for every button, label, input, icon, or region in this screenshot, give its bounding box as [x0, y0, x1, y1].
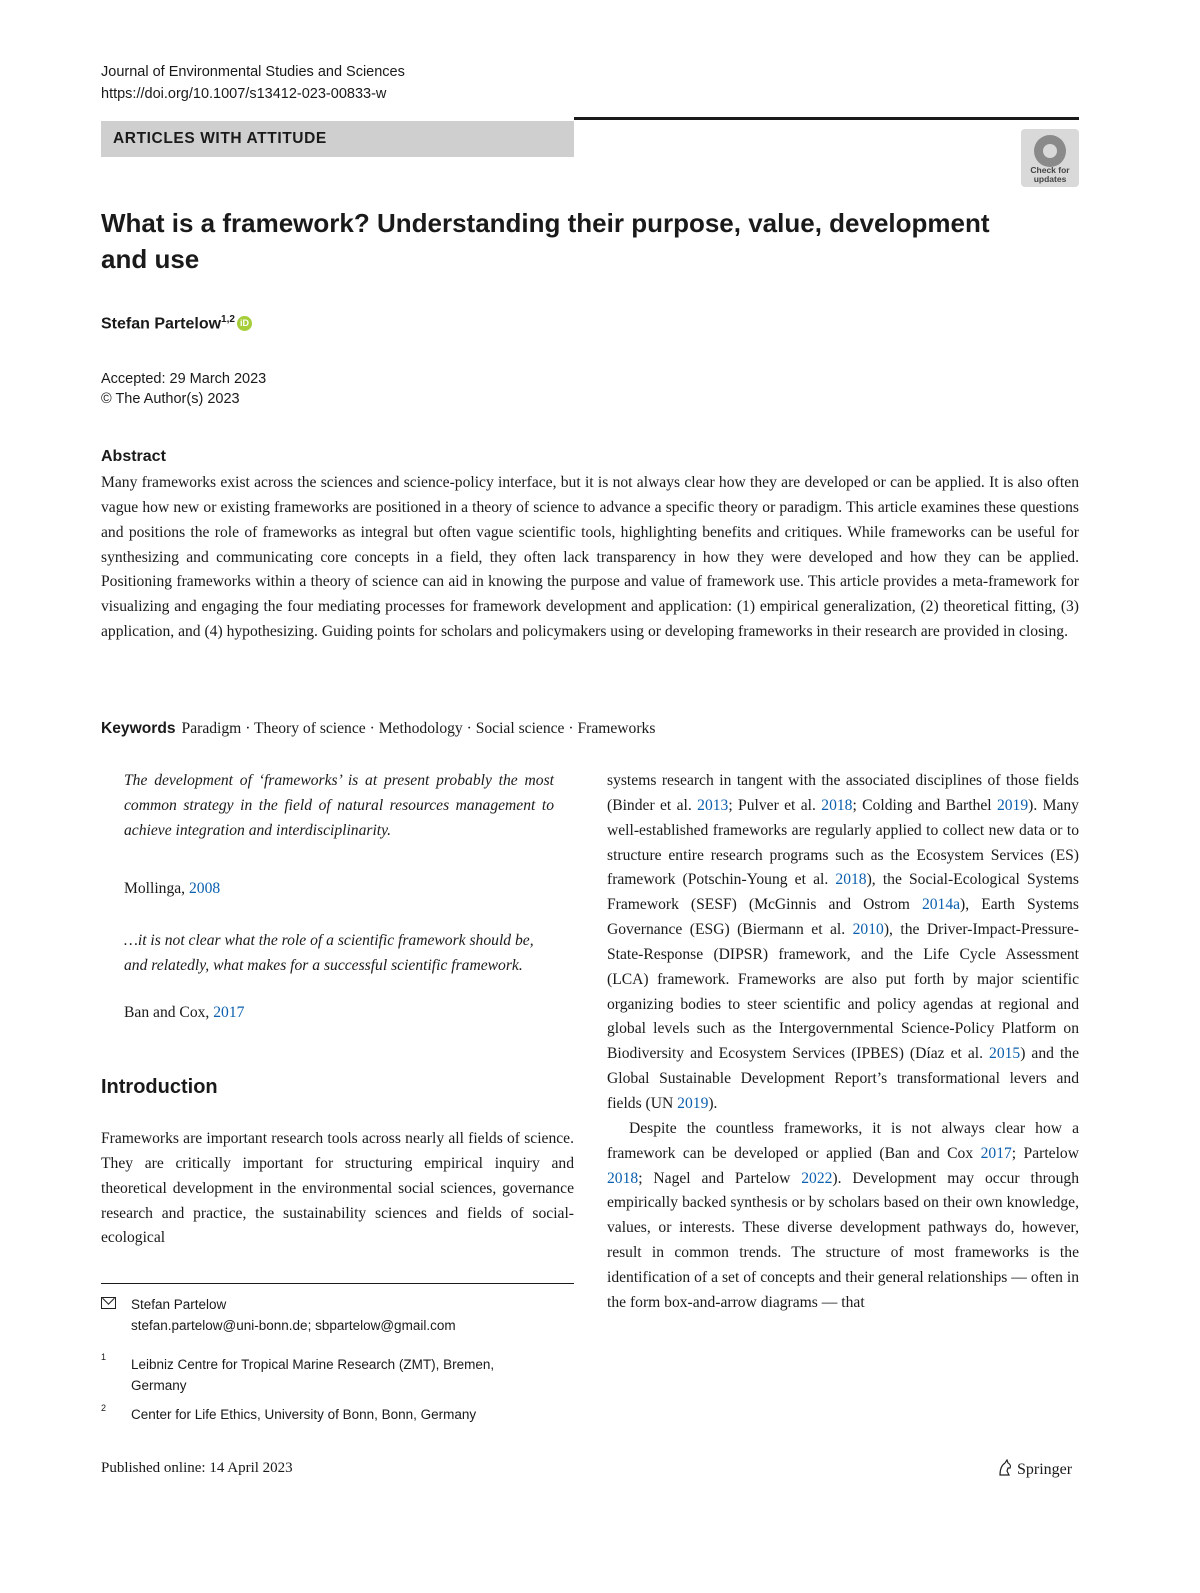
quote-1-author: Mollinga,: [124, 880, 189, 897]
publisher-name: Springer: [1017, 1461, 1073, 1478]
copyright: © The Author(s) 2023: [101, 391, 240, 407]
abstract-text: Many frameworks exist across the sciences and science-policy interface, but it is not always clear how they are developed or can be applied. It is also often vague how new or existing frameworks are positioned in a theory of science to advance a specific theory or paradigm. This article examines these questions and positions the role of frameworks as integral but often vague scientific tools, highlighting benefits and critiques. While frameworks can be useful for synthesizing and communicating core concepts in a field, they often lack transparency in how they were developed and how they can be applied. Positioning frameworks within a theory of science can aid in knowing the purpose and value of framework use. This article provides a meta-framework for visualizing and engaging the four mediating processes for framework development and application: (1) empirical generalization, (2) theoretical fitting, (3) application, and (4) hypothesizing. Guiding points for scholars and policymakers using or developing frameworks in their research are provided in closing.: [101, 474, 1079, 641]
orcid-icon[interactable]: iD: [237, 316, 252, 331]
springer-logo: [997, 1459, 1072, 1479]
paragraph: [607, 769, 1079, 1117]
text-run: ; Colding and Barthel: [852, 796, 997, 814]
published-online-date: Published online: 14 April 2023: [101, 1460, 293, 1476]
abstract-heading: Abstract: [101, 448, 166, 465]
author-name[interactable]: Stefan Partelow: [101, 315, 222, 333]
text-run: ). Development may occur through empirically backed synthesis or by scholars based on their own knowledge, values, or interests. These diverse development pathways do, however, result in common trends. The structure of most frameworks is the identification of a set of concepts and their general relationships — often in the form box-and-arrow diagrams — that: [607, 1169, 1079, 1311]
text-run: ), the Driver-Impact-Pressure-State-Response (DIPSR) framework, and the Life Cycle Assessment (LCA) framework. Frameworks are also put forth by major scientific organizing bodies to steer scientific and policy agendas at regional and global levels such as the Intergovernmental Science-Policy Platform on Biodiversity and Ecosystem Services (IPBES) (Díaz et al.: [607, 921, 1079, 1063]
text-run: ). Many well-established frameworks are regularly applied to collect new data or to structure entire research programs such as the Ecosystem Services (ES) framework (Potschin-Young et al.: [607, 796, 1079, 889]
text-run: systems research in tangent with the associated disciplines of those fields (Binder et al.: [607, 772, 1079, 814]
citation-link[interactable]: 2018: [607, 1169, 639, 1187]
footnote-rule: [101, 1283, 574, 1284]
section-banner: [101, 121, 574, 157]
envelope-icon: [101, 1297, 116, 1309]
epigraph-attribution-2: [124, 1004, 244, 1022]
epigraph-quote-2: …it is not clear what the role of a scientific framework should be, and relatedly, what makes for a successful scientific framework.: [124, 932, 534, 974]
check-updates-label: Check for updates: [1030, 165, 1070, 184]
text-run: ; Nagel and Partelow: [638, 1169, 802, 1187]
affiliation-number-1: 1: [101, 1352, 107, 1362]
corresponding-author: Stefan Partelow: [131, 1297, 227, 1312]
citation-link[interactable]: 2010: [852, 921, 884, 939]
introduction-heading: Introduction: [101, 1076, 218, 1098]
article-title: What is a framework? Understanding their purpose, value, development and use: [101, 208, 990, 274]
citation-link[interactable]: 2008: [188, 880, 221, 897]
paragraph: [607, 1117, 1079, 1316]
text-run: ) and the Global Sustainable Development Report’s transformational levers and fields (UN: [607, 1045, 1079, 1112]
citation-link[interactable]: 2017: [213, 1004, 245, 1021]
quote-2-author: Ban and Cox,: [124, 1004, 214, 1021]
keywords-list: Paradigm · Theory of science · Methodology · Social science · Frameworks: [181, 720, 656, 737]
author-affiliation-marks: 1,2: [221, 314, 235, 325]
doi-link[interactable]: https://doi.org/10.1007/s13412-023-00833-w: [101, 86, 387, 102]
affiliation-1: Leibniz Centre for Tropical Marine Research (ZMT), Bremen, Germany: [131, 1357, 495, 1393]
citation-link[interactable]: 2019: [996, 796, 1029, 814]
epigraph-quote-1: The development of ‘frameworks’ is at present probably the most common strategy in the field of natural resources management to achieve integration and interdisciplinarity.: [124, 772, 554, 839]
citation-link[interactable]: 2018: [821, 796, 853, 814]
text-run: ), Earth Systems Governance (ESG) (Biermann et al.: [607, 896, 1079, 939]
introduction-text: Frameworks are important research tools across nearly all fields of science. They are critically important for structuring empirical inquiry and theoretical development in the environmental social sciences, governance research and practice, the sustainability sciences and fields of social-ecological: [101, 1130, 574, 1247]
keywords-label: Keywords: [101, 720, 176, 737]
affiliation-number-2: 2: [101, 1403, 107, 1413]
citation-link[interactable]: 2014a: [921, 896, 961, 914]
text-run: ; Partelow: [1011, 1144, 1079, 1162]
section-label: ARTICLES WITH ATTITUDE: [113, 130, 327, 147]
citation-link[interactable]: 2018: [835, 871, 867, 889]
keywords: [101, 720, 1079, 738]
epigraph-attribution-1: [124, 880, 220, 898]
right-column-text: [607, 769, 1079, 1316]
affiliation-2: Center for Life Ethics, University of Bonn, Bonn, Germany: [131, 1407, 477, 1422]
check-for-updates-badge[interactable]: [1021, 129, 1079, 187]
citation-link[interactable]: 2017: [980, 1144, 1012, 1162]
text-run: ; Pulver et al.: [728, 796, 822, 814]
citation-link[interactable]: 2019: [677, 1094, 709, 1112]
springer-horse-icon: [997, 1459, 1013, 1477]
corresponding-email[interactable]: stefan.partelow@uni-bonn.de; sbpartelow@gmail.com: [131, 1318, 456, 1333]
citation-link[interactable]: 2015: [989, 1045, 1021, 1063]
accepted-date: Accepted: 29 March 2023: [101, 371, 267, 387]
citation-link[interactable]: 2013: [697, 796, 729, 814]
text-run: ), the Social-Ecological Systems Framework (SESF) (McGinnis and Ostrom: [607, 871, 1079, 914]
author-line: [101, 314, 252, 333]
header-rule: [574, 117, 1079, 120]
check-updates-icon: [1034, 135, 1066, 167]
journal-name: Journal of Environmental Studies and Sciences: [101, 64, 405, 80]
citation-link[interactable]: 2022: [801, 1169, 833, 1187]
text-run: ).: [708, 1094, 718, 1112]
text-run: Despite the countless frameworks, it is not always clear how a framework can be developed or applied (Ban and Cox: [607, 1119, 1079, 1162]
